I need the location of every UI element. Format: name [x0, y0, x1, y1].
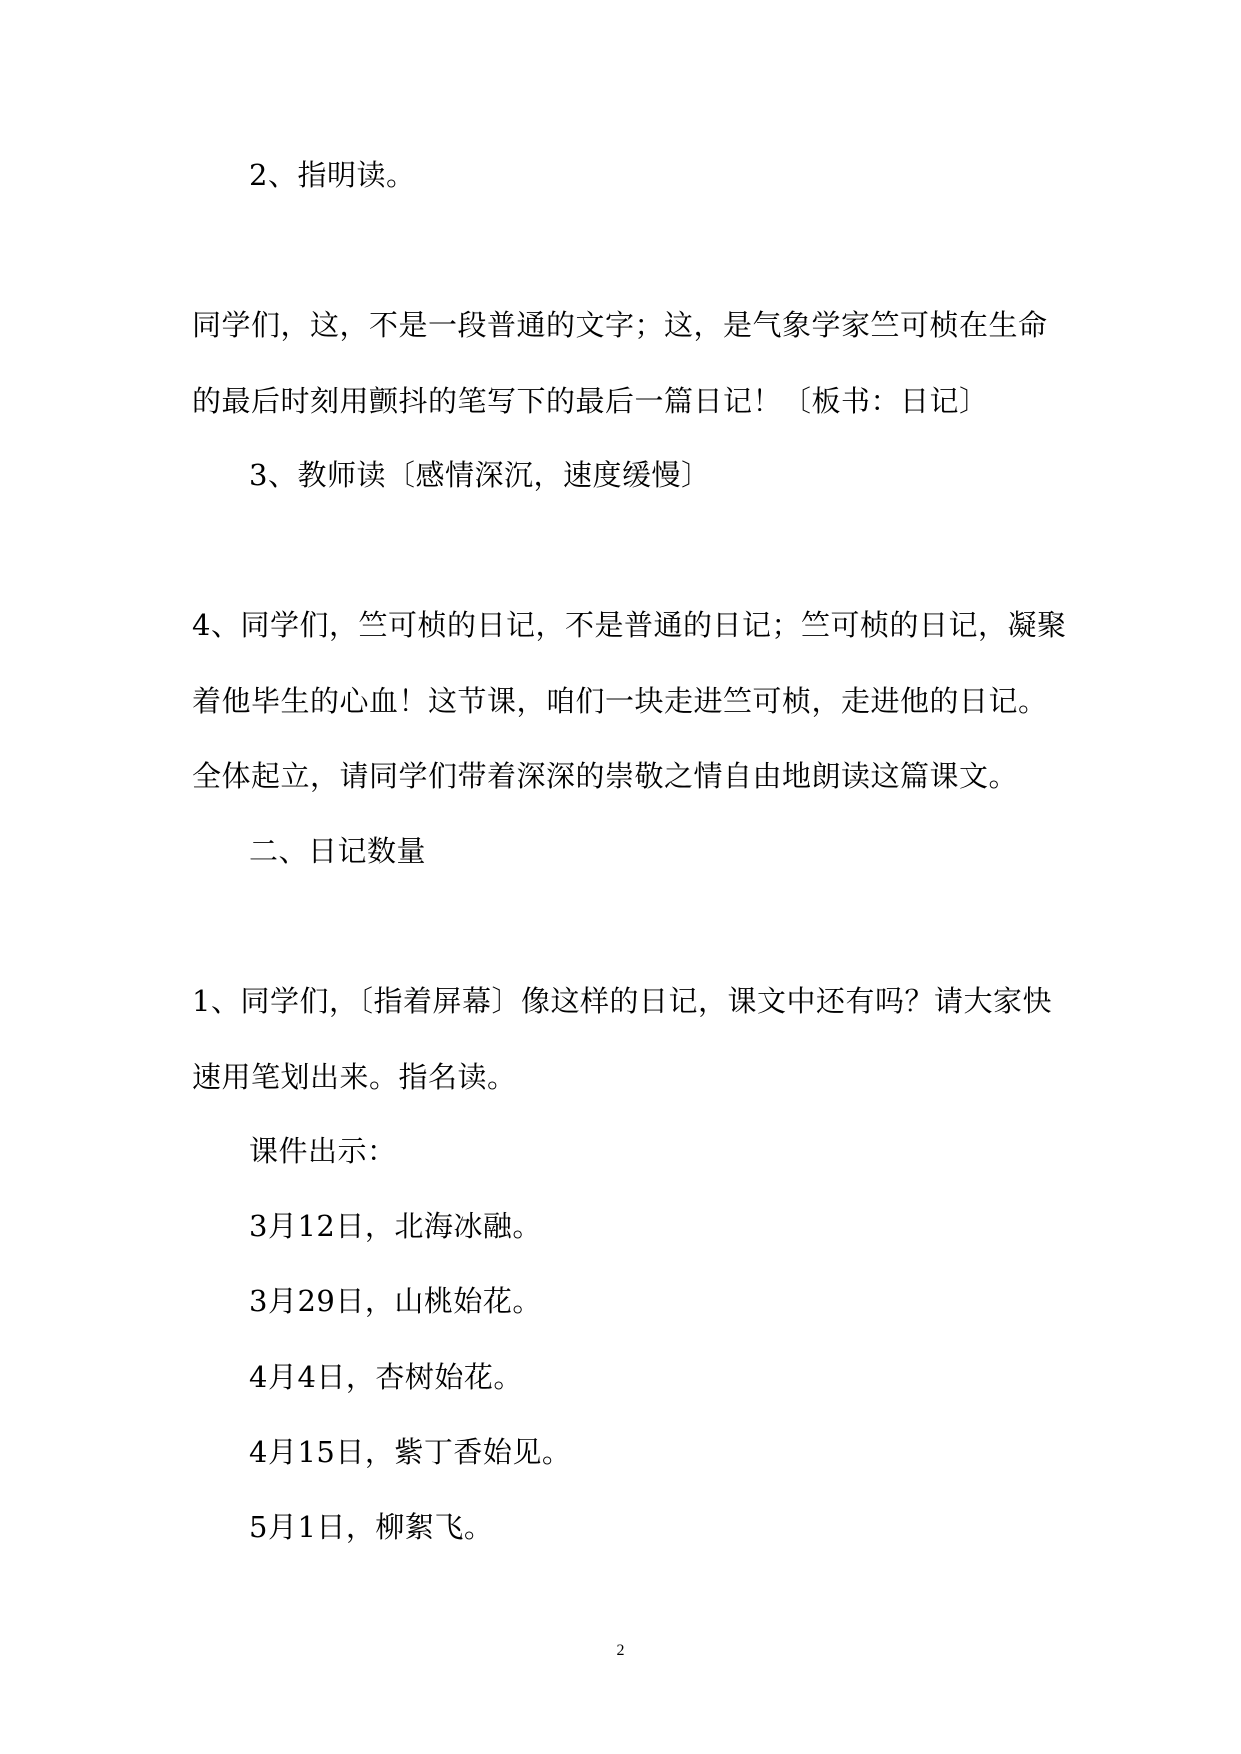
diary-entry: 4月4日，杏树始花。	[249, 1360, 523, 1394]
paragraph-line: 着他毕生的心血！这节课，咱们一块走进竺可桢，走进他的日记。	[192, 684, 1048, 718]
diary-entry: 4月15日，紫丁香始见。	[249, 1435, 572, 1469]
section-heading: 二、日记数量	[249, 834, 427, 868]
paragraph-line: 4、同学们，竺可桢的日记，不是普通的日记；竺可桢的日记，凝聚	[192, 608, 1067, 642]
paragraph-line: 全体起立，请同学们带着深深的崇敬之情自由地朗读这篇课文。	[192, 759, 1019, 793]
diary-entry: 3月29日，山桃始花。	[249, 1284, 542, 1318]
page-number: 2	[616, 1642, 625, 1659]
diary-entry: 3月12日，北海冰融。	[249, 1209, 542, 1243]
paragraph-line: 同学们，这，不是一段普通的文字；这，是气象学家竺可桢在生命	[192, 308, 1048, 342]
paragraph-line: 的最后时刻用颤抖的笔写下的最后一篇日记！〔板书：日记〕	[192, 384, 989, 418]
diary-entry: 5月1日，柳絮飞。	[249, 1510, 494, 1544]
paragraph-line: 2、指明读。	[249, 158, 416, 192]
paragraph-line: 1、同学们，〔指着屏幕〕像这样的日记，课文中还有吗？请大家快	[192, 984, 1052, 1018]
paragraph-line: 速用笔划出来。指名读。	[192, 1060, 517, 1094]
paragraph-line: 3、教师读〔感情深沉，速度缓慢〕	[249, 458, 711, 492]
paragraph-line: 课件出示：	[249, 1134, 397, 1168]
